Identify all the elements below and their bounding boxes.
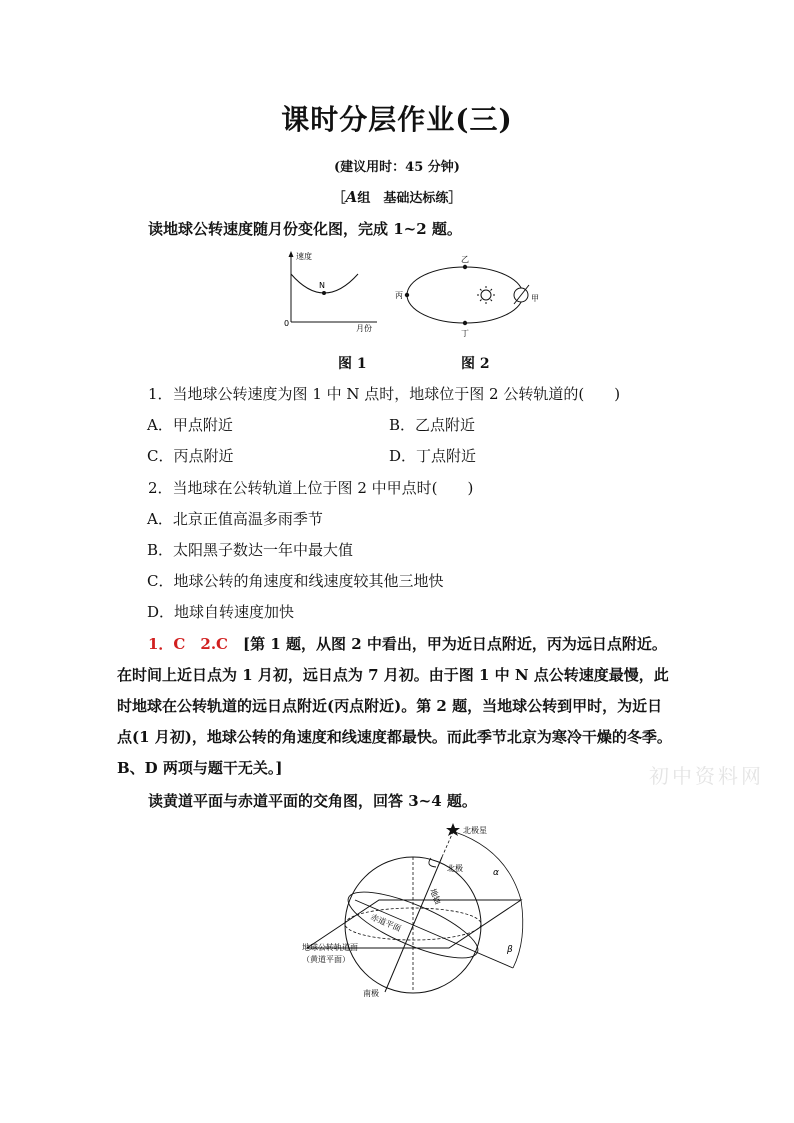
fig1-y-label: 速度 [296, 252, 312, 261]
figure-2-orbit-diagram [393, 252, 548, 338]
fig2-label-jia: 甲 [531, 294, 539, 303]
fig3-label-axis: 地轴 [428, 887, 443, 906]
polaris-star-icon [446, 823, 460, 836]
figure-3-ecliptic-diagram [295, 820, 535, 1002]
fig2-point-bottom [463, 321, 467, 325]
fig1-point-n [322, 291, 326, 295]
answer-line-2: 在时间上近日点为 1 月初，远日点为 7 月初。由于图 1 中 N 点公转速度最慢，此 [117, 666, 669, 684]
answer-line-4: 点(1 月初)，地球公转的角速度和线速度都最快。而此季节北京为寒冷干燥的冬季。 [117, 728, 672, 746]
question-1-stem: 1．当地球公转速度为图 1 中 N 点时，地球位于图 2 公转轨道的( ) [148, 385, 621, 403]
fig3-label-alpha: α [493, 868, 499, 878]
fig3-label-equator: 赤道平面 [369, 912, 403, 934]
fig3-label-beta: β [507, 945, 513, 955]
sun-icon [481, 290, 491, 300]
watermark: 初中资料网 [649, 764, 764, 788]
answer-line-5: B、D 两项与题干无关。] [117, 759, 283, 777]
answer-text-1: [第 1 题，从图 2 中看出，甲为近日点附近，丙为远日点附近。 [243, 635, 667, 653]
figure-1-caption: 图 1 [338, 356, 367, 372]
fig2-label-yi: 乙 [461, 255, 469, 264]
group-badge: A [345, 188, 358, 206]
q2-option-b: B．太阳黑子数达一年中最大值 [147, 541, 354, 559]
axis-to-polaris [442, 832, 453, 857]
q2-option-d: D．地球自转速度加快 [147, 603, 295, 621]
beta-arc [513, 900, 523, 968]
fig2-orbit [407, 267, 523, 323]
suggested-time: (建议用时：45 分钟) [334, 160, 460, 175]
group-bracket-open: ［ [332, 191, 346, 206]
q1-option-c: C．丙点附近 [147, 447, 234, 465]
answer-key: 1．C 2.C [148, 635, 228, 653]
answer-line-3: 时地球在公转轨道的远日点附近(丙点附近)。第 2 题，当地球公转到甲时，为近日 [117, 697, 663, 715]
section1-intro: 读地球公转速度随月份变化图，完成 1~2 题。 [148, 220, 462, 238]
section2-intro: 读黄道平面与赤道平面的交角图，回答 3~4 题。 [148, 792, 477, 810]
alpha-arc [455, 832, 521, 900]
fig2-label-bing: 丙 [395, 291, 403, 300]
fig1-x-label: 月份 [356, 324, 372, 332]
question-2-stem: 2．当地球在公转轨道上位于图 2 中甲点时( ) [148, 479, 474, 497]
group-heading [0, 187, 794, 206]
fig3-label-south-pole: 南极 [363, 989, 379, 998]
fig2-point-top [463, 265, 467, 269]
fig3-label-orbit-plane: 地球公转轨道面 [302, 943, 358, 952]
q1-option-a: A．甲点附近 [147, 416, 233, 434]
group-bracket-close: ］ [448, 191, 462, 206]
fig1-n-label: N [319, 281, 325, 290]
page-title: 课时分层作业(三) [281, 103, 513, 136]
sun-rays [477, 286, 495, 304]
group-label: 组 基础达标练 [357, 191, 449, 206]
answer-line-1 [148, 633, 688, 654]
q2-option-a: A．北京正值高温多雨季节 [147, 510, 323, 528]
equator-extension [355, 900, 513, 968]
fig1-y-arrow [289, 251, 294, 257]
fig1-origin: 0 [284, 319, 290, 328]
fig2-label-ding: 丁 [461, 329, 469, 338]
fig2-point-left [405, 293, 409, 297]
fig3-label-polaris: 北极星 [463, 826, 487, 835]
figure-2-caption: 图 2 [461, 356, 490, 372]
figure-1-speed-chart [282, 250, 382, 332]
fig3-label-ecliptic: （黄道平面） [302, 955, 350, 964]
q1-option-d: D．丁点附近 [389, 447, 477, 465]
q2-option-c: C．地球公转的角速度和线速度较其他三地快 [147, 572, 444, 590]
q1-option-b: B．乙点附近 [389, 416, 476, 434]
fig3-label-north-pole: 北极 [447, 864, 463, 873]
